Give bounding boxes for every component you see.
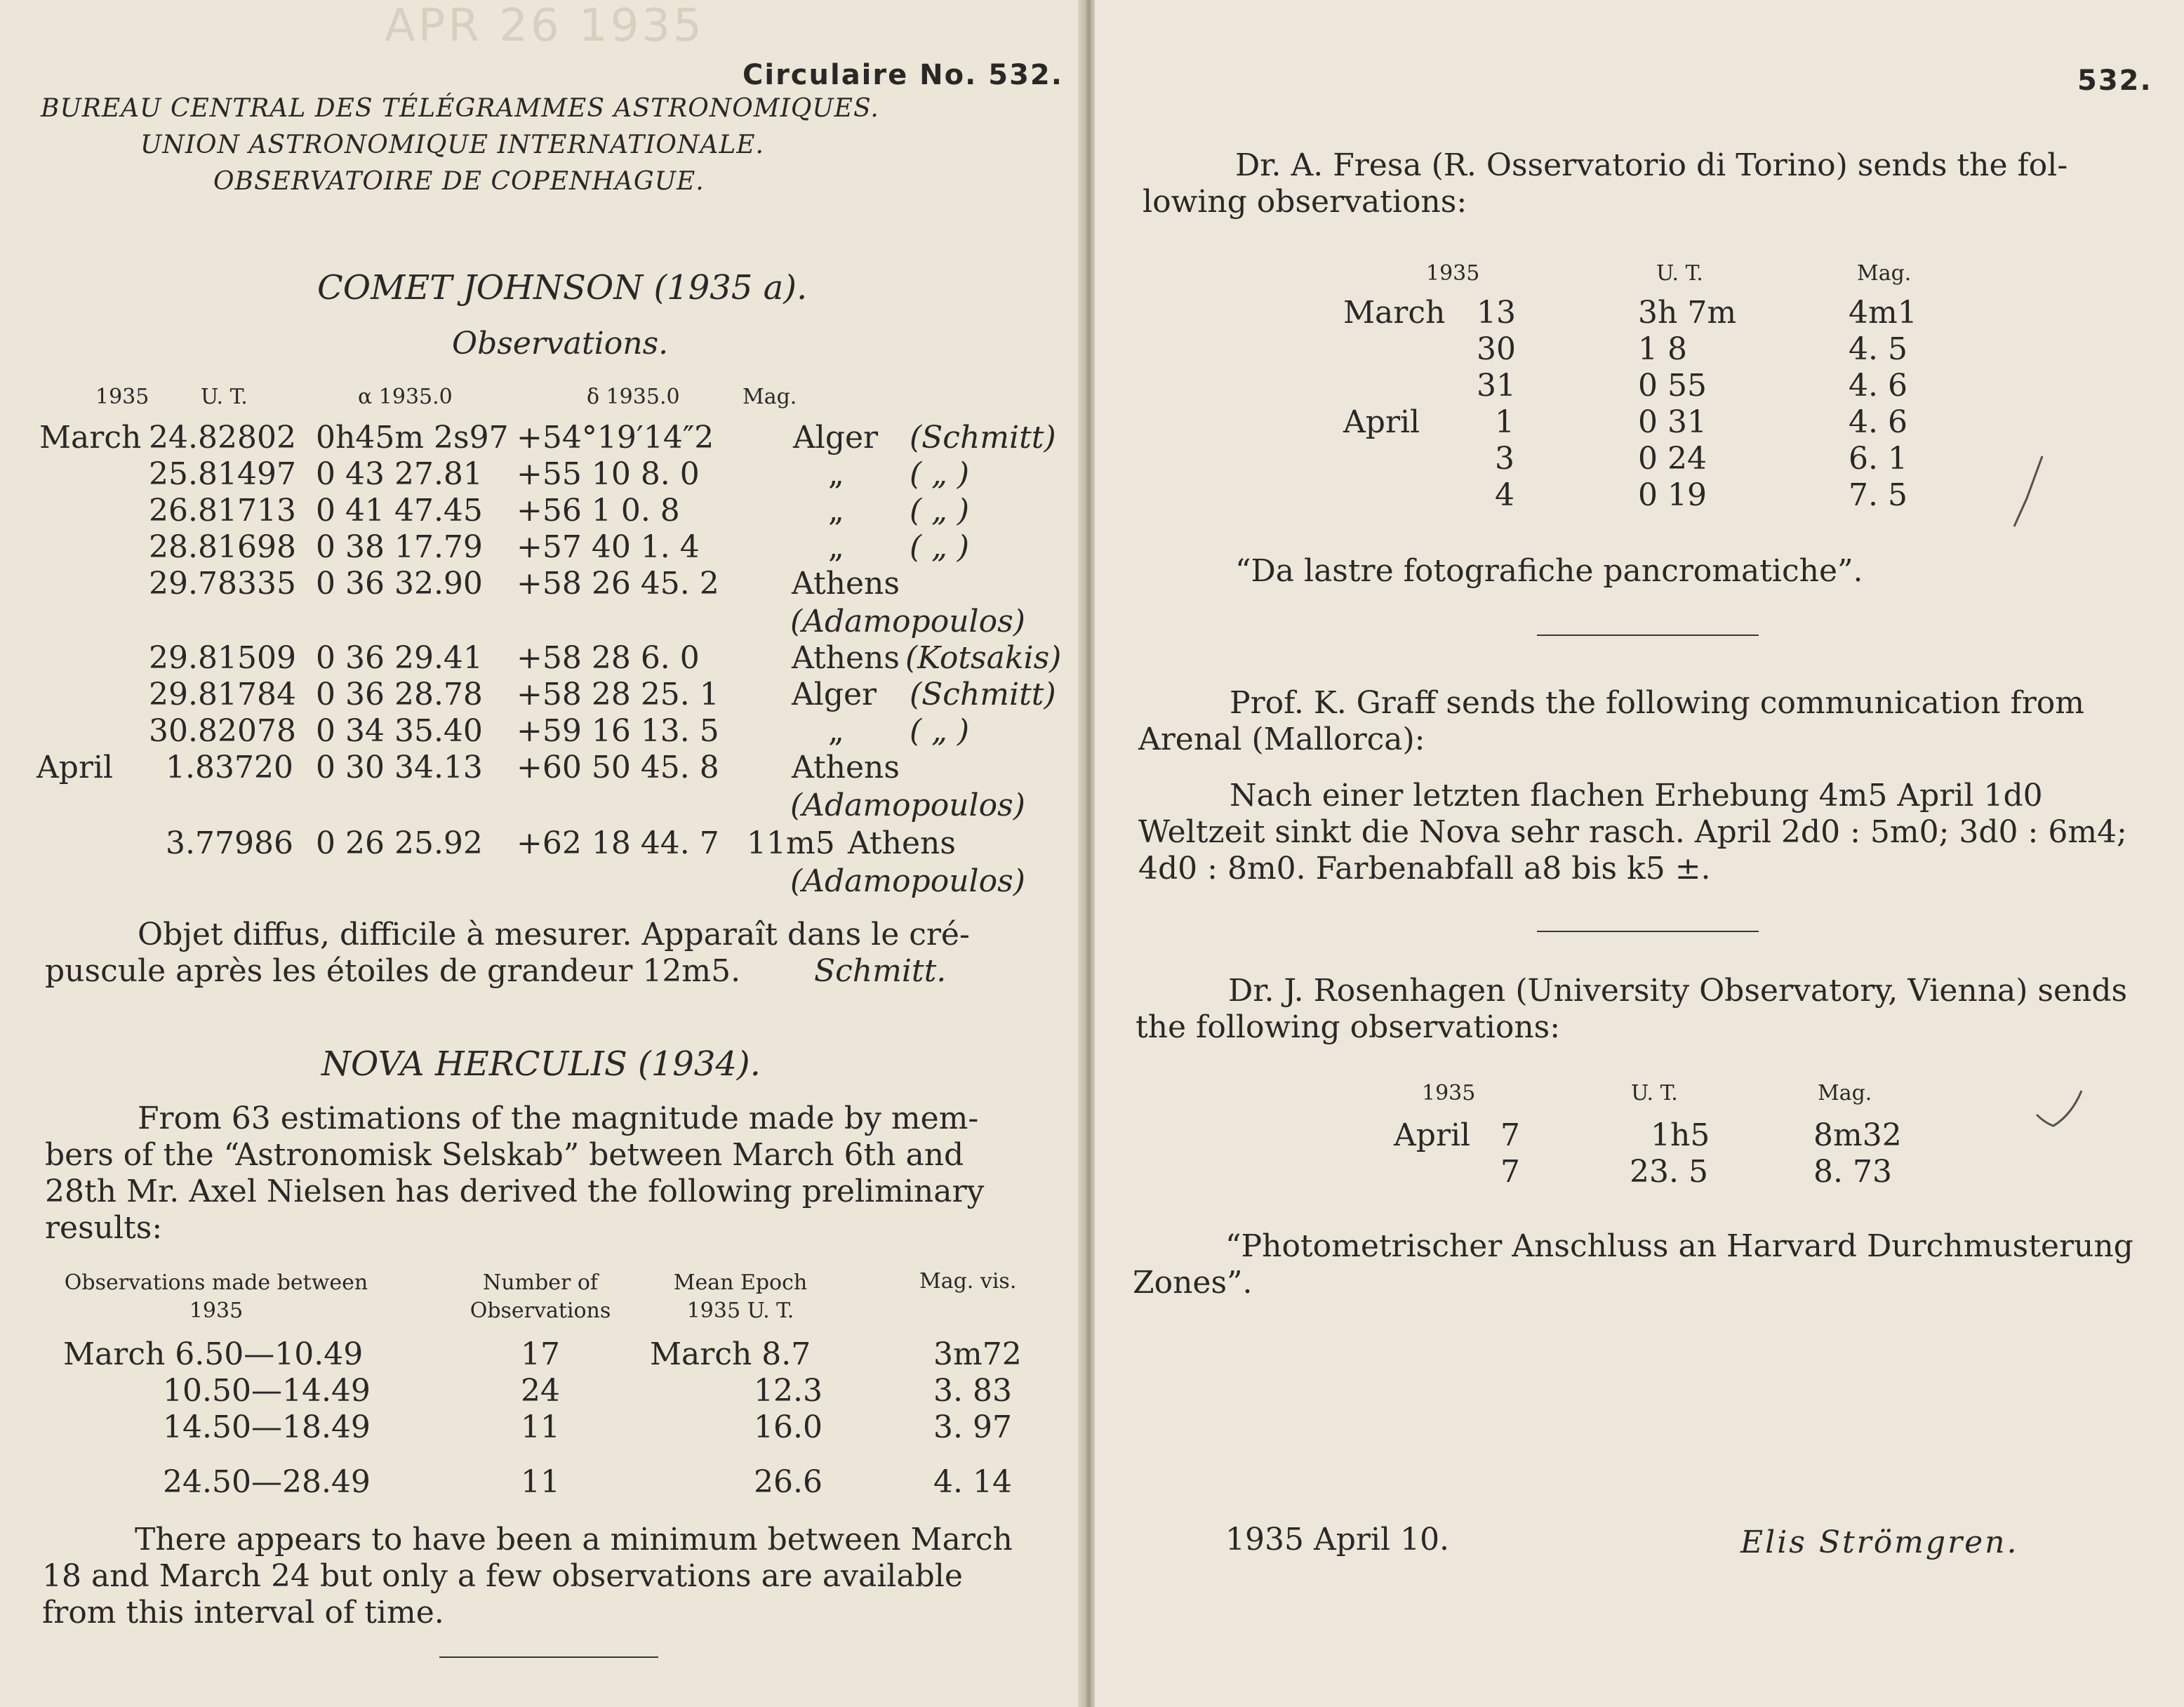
comet-note-signature: Schmitt. bbox=[814, 953, 947, 989]
row-day: 30 bbox=[1477, 331, 1516, 367]
nova-closing-line-2: 18 and March 24 but only a few observations are available bbox=[42, 1558, 963, 1594]
row-ra: 0 26 25.92 bbox=[316, 825, 483, 861]
row-observer: ( „ ) bbox=[910, 529, 970, 565]
comet-header-year: 1935 bbox=[95, 385, 149, 409]
fresa-header-year: 1935 bbox=[1426, 261, 1480, 286]
row-observer: (Kotsakis) bbox=[905, 640, 1062, 676]
graff-text-line-1: Nach einer letzten flachen Erhebung 4m5 April 1d0 bbox=[1230, 778, 2043, 813]
row-mag: 4. 14 bbox=[933, 1464, 1012, 1500]
row-range: March 6.50—10.49 bbox=[63, 1336, 364, 1372]
row-ut: 0 24 bbox=[1638, 441, 1707, 477]
comet-header-ra: α 1935.0 bbox=[358, 385, 453, 409]
row-ra: 0 43 27.81 bbox=[316, 456, 483, 492]
row-dec: +54°19′14″2 bbox=[517, 420, 714, 456]
row-observer: (Adamopoulos) bbox=[790, 863, 1025, 899]
row-station: Alger bbox=[792, 677, 877, 712]
graff-text-line-3: 4d0 : 8m0. Farbenabfall a8 bis k5 ±. bbox=[1138, 851, 1711, 886]
row-ut: 1h5 bbox=[1651, 1117, 1710, 1153]
row-number: 17 bbox=[521, 1336, 560, 1372]
row-ra: 0 34 35.40 bbox=[316, 713, 483, 749]
row-date: 30.82078 bbox=[149, 713, 296, 749]
bureau-line-1: BUREAU CENTRAL DES TÉLÉGRAMMES ASTRONOMIQUES. bbox=[41, 94, 879, 123]
row-mag: 3. 83 bbox=[933, 1373, 1012, 1409]
section-divider bbox=[439, 1656, 658, 1658]
row-day: 31 bbox=[1477, 368, 1516, 404]
row-epoch: March 8.7 bbox=[650, 1336, 811, 1372]
row-observer: (Adamopoulos) bbox=[790, 604, 1025, 639]
row-ut: 1 8 bbox=[1638, 331, 1687, 367]
nova-title: NOVA HERCULIS (1934). bbox=[321, 1044, 761, 1084]
nova-header-mag: Mag. vis. bbox=[919, 1269, 1017, 1294]
row-month: April bbox=[1343, 404, 1420, 440]
row-mag: 3. 97 bbox=[933, 1409, 1012, 1445]
row-station: „ bbox=[828, 713, 844, 749]
comet-note-line-2: puscule après les étoiles de grandeur 12m5. bbox=[45, 953, 741, 989]
rosenhagen-header-year: 1935 bbox=[1422, 1081, 1476, 1105]
row-mag: 4. 6 bbox=[1849, 368, 1907, 404]
row-number: 24 bbox=[521, 1373, 560, 1409]
row-station: Athens bbox=[792, 640, 900, 676]
section-divider bbox=[1537, 635, 1759, 636]
row-station: „ bbox=[828, 493, 844, 529]
row-ut: 0 19 bbox=[1638, 477, 1707, 513]
nova-para-line-4: results: bbox=[45, 1210, 163, 1246]
nova-closing-line-1: There appears to have been a minimum between March bbox=[135, 1522, 1013, 1557]
row-day: 7 bbox=[1500, 1117, 1520, 1153]
row-mag: 4m1 bbox=[1849, 295, 1917, 331]
page-number: 532. bbox=[2077, 65, 2152, 97]
row-epoch: 26.6 bbox=[754, 1464, 823, 1500]
fresa-header-mag: Mag. bbox=[1857, 261, 1912, 286]
left-page bbox=[0, 0, 1084, 1707]
row-dec: +56 1 0. 8 bbox=[517, 493, 680, 529]
row-day: 1 bbox=[1495, 404, 1514, 440]
row-mag: 11m5 bbox=[747, 825, 835, 861]
row-station: Athens bbox=[792, 566, 900, 602]
nova-para-line-2: bers of the “Astronomisk Selskab” between March 6th and bbox=[45, 1137, 964, 1173]
row-ra: 0 36 29.41 bbox=[316, 640, 483, 676]
rosenhagen-header-mag: Mag. bbox=[1818, 1081, 1872, 1105]
row-mag: 8. 73 bbox=[1813, 1154, 1892, 1190]
row-number: 11 bbox=[521, 1464, 560, 1500]
row-month: April bbox=[36, 750, 114, 785]
row-date: 28.81698 bbox=[149, 529, 296, 565]
nova-closing-line-3: from this interval of time. bbox=[42, 1595, 444, 1630]
row-station: „ bbox=[828, 529, 844, 565]
row-date: 26.81713 bbox=[149, 493, 296, 529]
row-observer: ( „ ) bbox=[910, 713, 970, 749]
graff-intro-line-1: Prof. K. Graff sends the following communication from bbox=[1230, 685, 2084, 721]
row-ut: 0 55 bbox=[1638, 368, 1707, 404]
signature-stromgren: Elis Strömgren. bbox=[1740, 1525, 2019, 1560]
comet-header-mag: Mag. bbox=[743, 385, 797, 409]
bureau-line-3: OBSERVATOIRE DE COPENHAGUE. bbox=[213, 167, 705, 196]
row-observer: (Schmitt) bbox=[910, 677, 1056, 712]
row-ra: 0h45m 2s97 bbox=[316, 420, 509, 456]
rosenhagen-quote-line-1: “Photometrischer Anschluss an Harvard Durchmusterung bbox=[1225, 1228, 2133, 1264]
row-range: 14.50—18.49 bbox=[163, 1409, 371, 1445]
row-mag: 3m72 bbox=[933, 1336, 1022, 1372]
row-ra: 0 38 17.79 bbox=[316, 529, 483, 565]
circular-number: Circulaire No. 532. bbox=[743, 59, 1063, 91]
row-station: Athens bbox=[792, 750, 900, 785]
row-dec: +58 28 6. 0 bbox=[517, 640, 700, 676]
row-date: 3.77986 bbox=[166, 825, 293, 861]
fresa-intro-line-1: Dr. A. Fresa (R. Osservatorio di Torino) sends the fol- bbox=[1235, 147, 2068, 183]
row-mag: 6. 1 bbox=[1849, 441, 1907, 477]
row-observer: (Adamopoulos) bbox=[790, 788, 1025, 823]
nova-header-number: Number of Observations bbox=[470, 1270, 611, 1323]
row-dec: +60 50 45. 8 bbox=[517, 750, 719, 785]
comet-header-ut: U. T. bbox=[201, 385, 248, 409]
row-date: 1.83720 bbox=[166, 750, 293, 785]
row-day: 13 bbox=[1477, 295, 1516, 331]
comet-note-line-1: Objet diffus, difficile à mesurer. Apparaît dans le cré- bbox=[138, 917, 970, 952]
comet-subtitle: Observations. bbox=[452, 326, 669, 361]
row-observer: ( „ ) bbox=[910, 493, 970, 529]
row-mag: 7. 5 bbox=[1849, 477, 1907, 513]
row-observer: ( „ ) bbox=[910, 456, 970, 492]
row-observer: (Schmitt) bbox=[910, 420, 1056, 456]
row-ra: 0 41 47.45 bbox=[316, 493, 483, 529]
bureau-line-2: UNION ASTRONOMIQUE INTERNATIONALE. bbox=[140, 131, 764, 159]
nova-header-range: Observations made between 1935 bbox=[64, 1270, 368, 1323]
row-ra: 0 36 28.78 bbox=[316, 677, 483, 712]
row-epoch: 12.3 bbox=[754, 1373, 823, 1409]
row-month: March bbox=[39, 420, 142, 456]
row-ut: 23. 5 bbox=[1630, 1154, 1708, 1190]
pencil-check-mark bbox=[2007, 449, 2049, 533]
fresa-intro-line-2: lowing observations: bbox=[1143, 184, 1467, 220]
row-date: 29.81784 bbox=[149, 677, 296, 712]
row-day: 3 bbox=[1495, 441, 1514, 477]
row-date: 25.81497 bbox=[149, 456, 296, 492]
rosenhagen-intro-line-1: Dr. J. Rosenhagen (University Observatory, Vienna) sends bbox=[1228, 973, 2128, 1009]
issue-date: 1935 April 10. bbox=[1225, 1522, 1450, 1557]
nova-para-line-3: 28th Mr. Axel Nielsen has derived the following preliminary bbox=[45, 1174, 985, 1209]
row-month: March bbox=[1343, 295, 1446, 331]
row-dec: +55 10 8. 0 bbox=[517, 456, 700, 492]
row-ra: 0 36 32.90 bbox=[316, 566, 483, 602]
row-day: 4 bbox=[1495, 477, 1514, 513]
row-dec: +57 40 1. 4 bbox=[517, 529, 700, 565]
row-range: 10.50—14.49 bbox=[163, 1373, 371, 1409]
fresa-quote: “Da lastre fotografiche pancromatiche”. bbox=[1235, 553, 1863, 589]
graff-intro-line-2: Arenal (Mallorca): bbox=[1138, 722, 1425, 757]
fresa-header-ut: U. T. bbox=[1656, 261, 1703, 286]
row-station: Alger bbox=[793, 420, 879, 456]
comet-title: COMET JOHNSON (1935 a). bbox=[317, 268, 808, 307]
row-number: 11 bbox=[521, 1409, 560, 1445]
nova-para-line-1: From 63 estimations of the magnitude made by mem- bbox=[138, 1101, 979, 1136]
nova-header-epoch: Mean Epoch 1935 U. T. bbox=[673, 1270, 808, 1323]
row-dec: +62 18 44. 7 bbox=[517, 825, 719, 861]
row-date: 24.82802 bbox=[149, 420, 296, 456]
row-mag: 4. 6 bbox=[1849, 404, 1907, 440]
row-day: 7 bbox=[1500, 1154, 1520, 1190]
comet-header-dec: δ 1935.0 bbox=[587, 385, 680, 409]
row-station: „ bbox=[828, 456, 844, 492]
section-divider bbox=[1537, 931, 1759, 932]
row-dec: +58 26 45. 2 bbox=[517, 566, 719, 602]
rosenhagen-quote-line-2: Zones”. bbox=[1133, 1265, 1253, 1301]
row-epoch: 16.0 bbox=[754, 1409, 823, 1445]
received-stamp: APR 26 1935 bbox=[385, 0, 705, 52]
graff-text-line-2: Weltzeit sinkt die Nova sehr rasch. April 2d0 : 5m0; 3d0 : 6m4; bbox=[1138, 814, 2127, 850]
row-mag: 8m32 bbox=[1813, 1117, 1902, 1153]
rosenhagen-intro-line-2: the following observations: bbox=[1136, 1009, 1561, 1045]
row-date: 29.78335 bbox=[149, 566, 296, 602]
row-ra: 0 30 34.13 bbox=[316, 750, 483, 785]
pencil-check-mark bbox=[2032, 1087, 2089, 1136]
row-range: 24.50—28.49 bbox=[163, 1464, 371, 1500]
rosenhagen-header-ut: U. T. bbox=[1631, 1081, 1678, 1105]
row-dec: +58 28 25. 1 bbox=[517, 677, 719, 712]
row-ut: 0 31 bbox=[1638, 404, 1707, 440]
row-station: Athens bbox=[848, 825, 956, 861]
row-month: April bbox=[1394, 1117, 1471, 1153]
row-dec: +59 16 13. 5 bbox=[517, 713, 719, 749]
row-ut: 3h 7m bbox=[1638, 295, 1737, 331]
row-mag: 4. 5 bbox=[1849, 331, 1907, 367]
row-date: 29.81509 bbox=[149, 640, 296, 676]
right-page bbox=[1095, 0, 2184, 1707]
